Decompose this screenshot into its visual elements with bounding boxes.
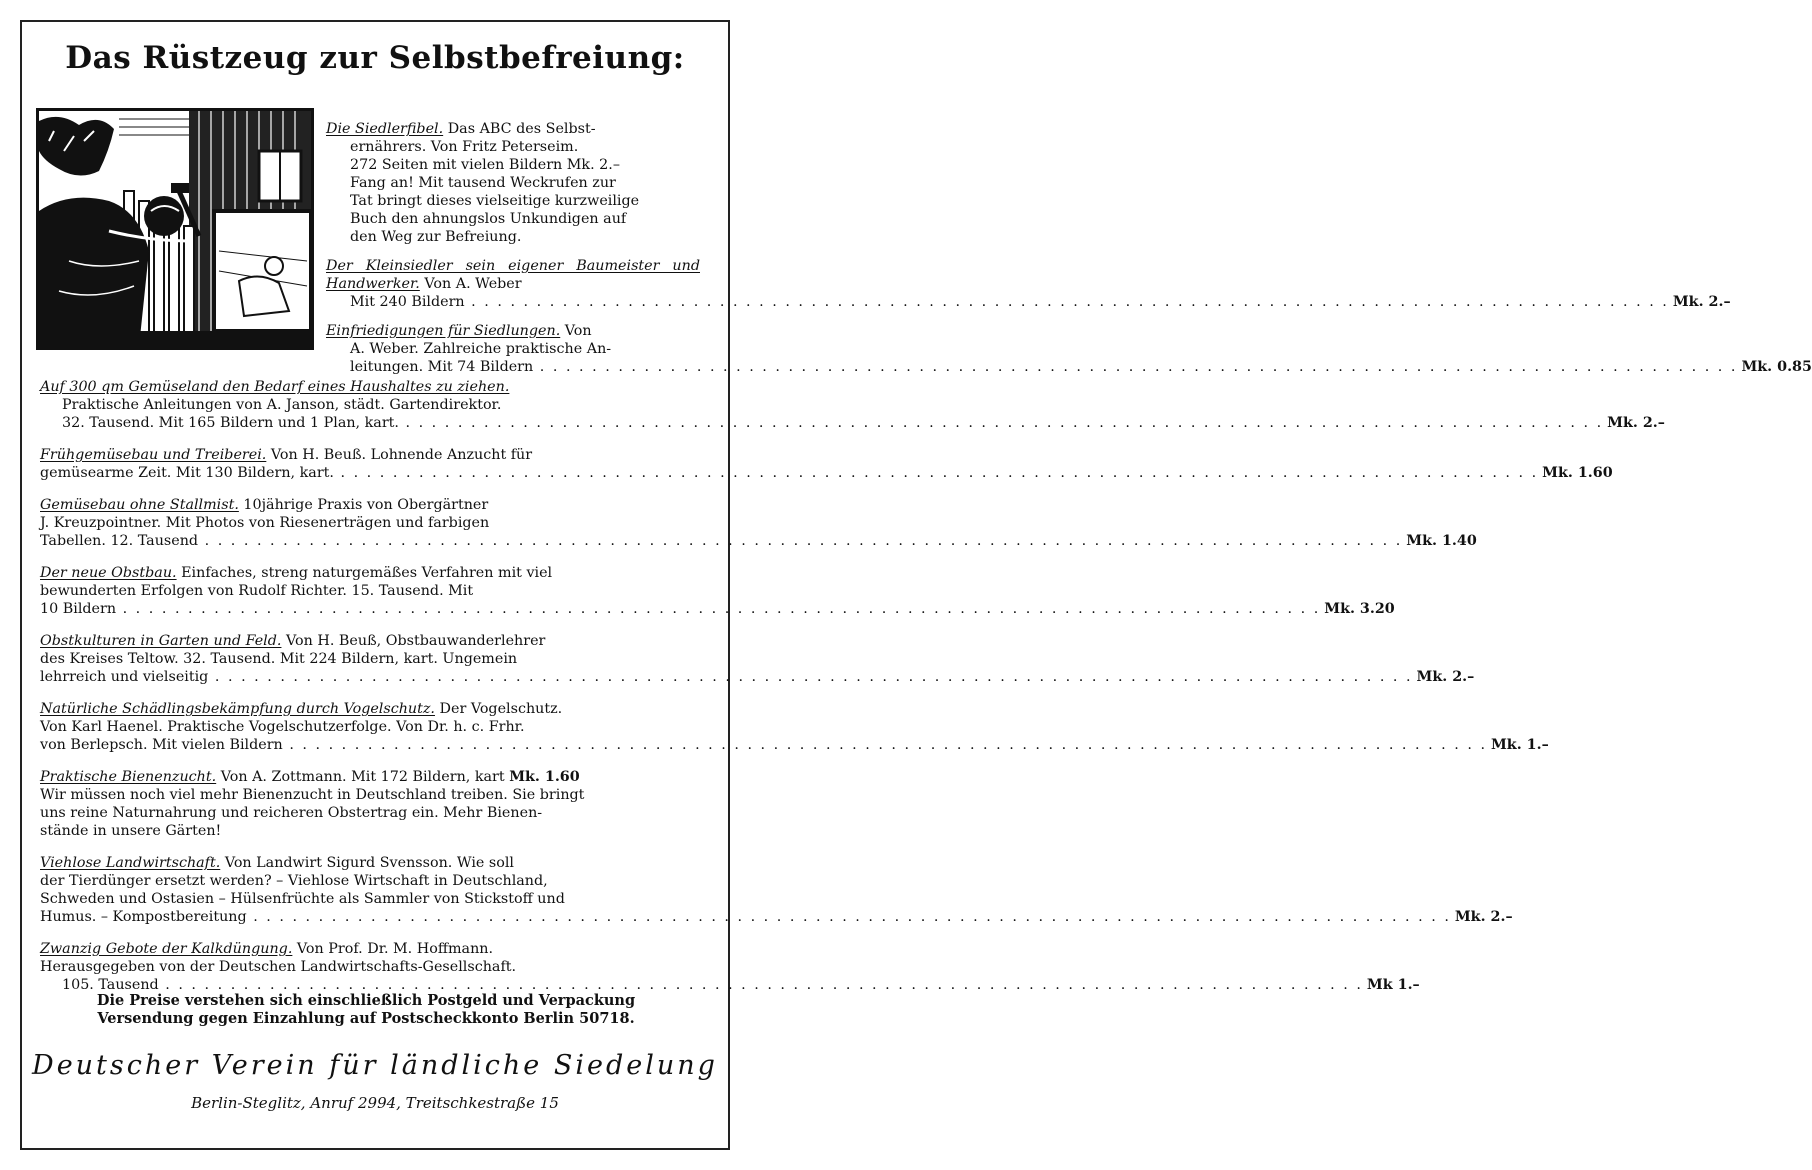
entry-text: stände in unsere Gärten! — [40, 823, 222, 839]
entry-text: Von A. Weber — [424, 276, 522, 292]
entry-text: J. Kreuzpointner. Mit Photos von Riesenerträgen und farbigen — [40, 515, 490, 531]
entry-price: Mk. 1.60 — [509, 769, 580, 785]
entry-kleinsiedler — [326, 257, 1731, 311]
entry-price: Mk 1.– — [1366, 977, 1420, 993]
entry-obstkulturen — [40, 632, 1475, 686]
top-entries — [326, 120, 1812, 387]
entry-heading: Viehlose Landwirtschaft. — [40, 855, 221, 871]
entry-text: Von A. Zottmann. Mit 172 Bildern, kart — [220, 769, 505, 785]
entry-gemuesebau — [40, 496, 1477, 550]
organization-name: Deutscher Verein für ländliche Siedelung — [32, 1050, 718, 1081]
entry-text: der Tierdünger ersetzt werden? – Viehlose Wirtschaft in Deutschland, — [40, 873, 548, 889]
entry-heading: Frühgemüsebau und Treiberei. — [40, 447, 267, 463]
entry-gemueseland — [40, 378, 1665, 432]
entry-siedlerfibel — [326, 120, 700, 246]
entry-text: lehrreich und vielseitig . . . — [40, 668, 1413, 686]
entry-heading: Obstkulturen in Garten und Feld. — [40, 633, 282, 649]
entry-list — [40, 378, 1665, 1008]
entry-price: Mk. 0.85 — [1741, 359, 1812, 375]
entry-text: Humus. – Kompostbereitung . . . — [40, 908, 1451, 926]
entry-heading: Der Kleinsiedler sein eigener Baumeister und Handwerker. — [326, 258, 700, 292]
entry-text: Tabellen. 12. Tausend . . . — [40, 532, 1402, 550]
entry-text: Wir müssen noch viel mehr Bienenzucht in Deutschland treiben. Sie bringt — [40, 787, 585, 803]
entry-viehlose-landwirtschaft — [40, 854, 1513, 926]
entry-text: 32. Tausend. Mit 165 Bildern und 1 Plan, kart. . . . — [62, 414, 1603, 432]
entry-price: Mk. 2.– — [1454, 909, 1513, 925]
entry-heading: Auf 300 qm Gemüseland den Bedarf eines Haushaltes zu ziehen. — [40, 379, 510, 395]
page-title: Das Rüstzeug zur Selbstbefreiung: — [65, 40, 685, 76]
entry-price: Mk. 3.20 — [1324, 601, 1395, 617]
entry-heading: Zwanzig Gebote der Kalkdüngung. — [40, 941, 293, 957]
entry-heading: Einfriedigungen für Siedlungen. — [326, 323, 561, 339]
entry-text: den Weg zur Befreiung. — [350, 229, 522, 245]
entry-bienenzucht — [40, 768, 692, 840]
entry-text: Schweden und Ostasien – Hülsenfrüchte als Sammler von Stickstoff und — [40, 891, 565, 907]
entry-text: leitungen. Mit 74 Bildern . . . — [350, 359, 1737, 375]
entry-einfriedigungen — [326, 322, 1812, 376]
entry-text: ernährers. Von Fritz Peterseim. — [350, 139, 579, 155]
entry-text: Von H. Beuß. Lohnende Anzucht für — [270, 447, 533, 463]
entry-text: A. Weber. Zahlreiche praktische An- — [350, 341, 612, 357]
entry-obstbau — [40, 564, 1395, 618]
entry-text: Fang an! Mit tausend Weckrufen zur — [350, 175, 616, 191]
entry-text: Einfaches, streng naturgemäßes Verfahren mit viel — [181, 565, 553, 581]
entry-kalkduengung — [40, 940, 1420, 994]
entry-heading: Gemüsebau ohne Stallmist. — [40, 497, 239, 513]
entry-text: Das ABC des Selbst- — [447, 121, 596, 137]
entry-text: des Kreises Teltow. 32. Tausend. Mit 224 Bildern, kart. Ungemein — [40, 651, 518, 667]
price-note-line: Versendung gegen Einzahlung auf Postscheckkonto Berlin 50718. — [97, 1010, 635, 1027]
price-note — [40, 992, 692, 1028]
entry-price: Mk. 2.– — [1416, 669, 1475, 685]
entry-price: Mk. 2.– — [1607, 415, 1665, 431]
entry-text: Buch den ahnungslos Unkundigen auf — [350, 211, 627, 227]
entry-text: Von Karl Haenel. Praktische Vogelschutzerfolge. Von Dr. h. c. Frhr. — [40, 719, 525, 735]
entry-text: Mit 240 Bildern . . . — [350, 294, 1669, 310]
entry-text: Herausgegeben von der Deutschen Landwirtschafts-Gesellschaft. — [40, 959, 517, 975]
entry-heading: Der neue Obstbau. — [40, 565, 177, 581]
entry-heading: Natürliche Schädlingsbekämpfung durch Vogelschutz. — [40, 701, 435, 717]
entry-text: 272 Seiten mit vielen Bildern Mk. 2.– — [350, 157, 620, 173]
entry-price: Mk. 1.– — [1490, 737, 1549, 753]
entry-price: Mk. 1.40 — [1406, 533, 1477, 549]
entry-heading: Praktische Bienenzucht. — [40, 769, 217, 785]
entry-text: bewunderten Erfolgen von Rudolf Richter. 15. Tausend. Mit — [40, 583, 474, 599]
woodcut-gardener-icon — [36, 108, 314, 350]
entry-price: Mk. 2.– — [1672, 294, 1731, 310]
entry-text: 10 Bildern . . . — [40, 600, 1320, 618]
entry-fruehgemuesebau — [40, 446, 1613, 482]
entry-text: Tat bringt dieses vielseitige kurzweilige — [350, 193, 640, 209]
organization-address: Berlin-Steglitz, Anruf 2994, Treitschkestraße 15 — [191, 1094, 559, 1112]
entry-text: Von — [564, 323, 592, 339]
entry-text: uns reine Naturnahrung und reicheren Obstertrag ein. Mehr Bienen- — [40, 805, 543, 821]
entry-text: Der Vogelschutz. — [439, 701, 563, 717]
entry-text: Von H. Beuß, Obstbauwanderlehrer — [286, 633, 546, 649]
entry-schaedlingsbekaempfung — [40, 700, 1549, 754]
entry-text: Von Prof. Dr. M. Hoffmann. — [296, 941, 494, 957]
entry-text: von Berlepsch. Mit vielen Bildern . . . — [40, 736, 1487, 754]
entry-text: gemüsearme Zeit. Mit 130 Bildern, kart. . . . — [40, 464, 1538, 482]
price-note-line: Die Preise verstehen sich einschließlich Postgeld und Verpackung — [96, 992, 636, 1009]
entry-price: Mk. 1.60 — [1542, 465, 1613, 481]
entry-text: 10jährige Praxis von Obergärtner — [243, 497, 489, 513]
entry-text: Von Landwirt Sigurd Svensson. Wie soll — [224, 855, 514, 871]
entry-text: 105. Tausend . . . — [62, 976, 1363, 994]
entry-heading: Die Siedlerfibel. — [326, 121, 444, 137]
entry-text: Praktische Anleitungen von A. Janson, städt. Gartendirektor. — [62, 397, 502, 413]
